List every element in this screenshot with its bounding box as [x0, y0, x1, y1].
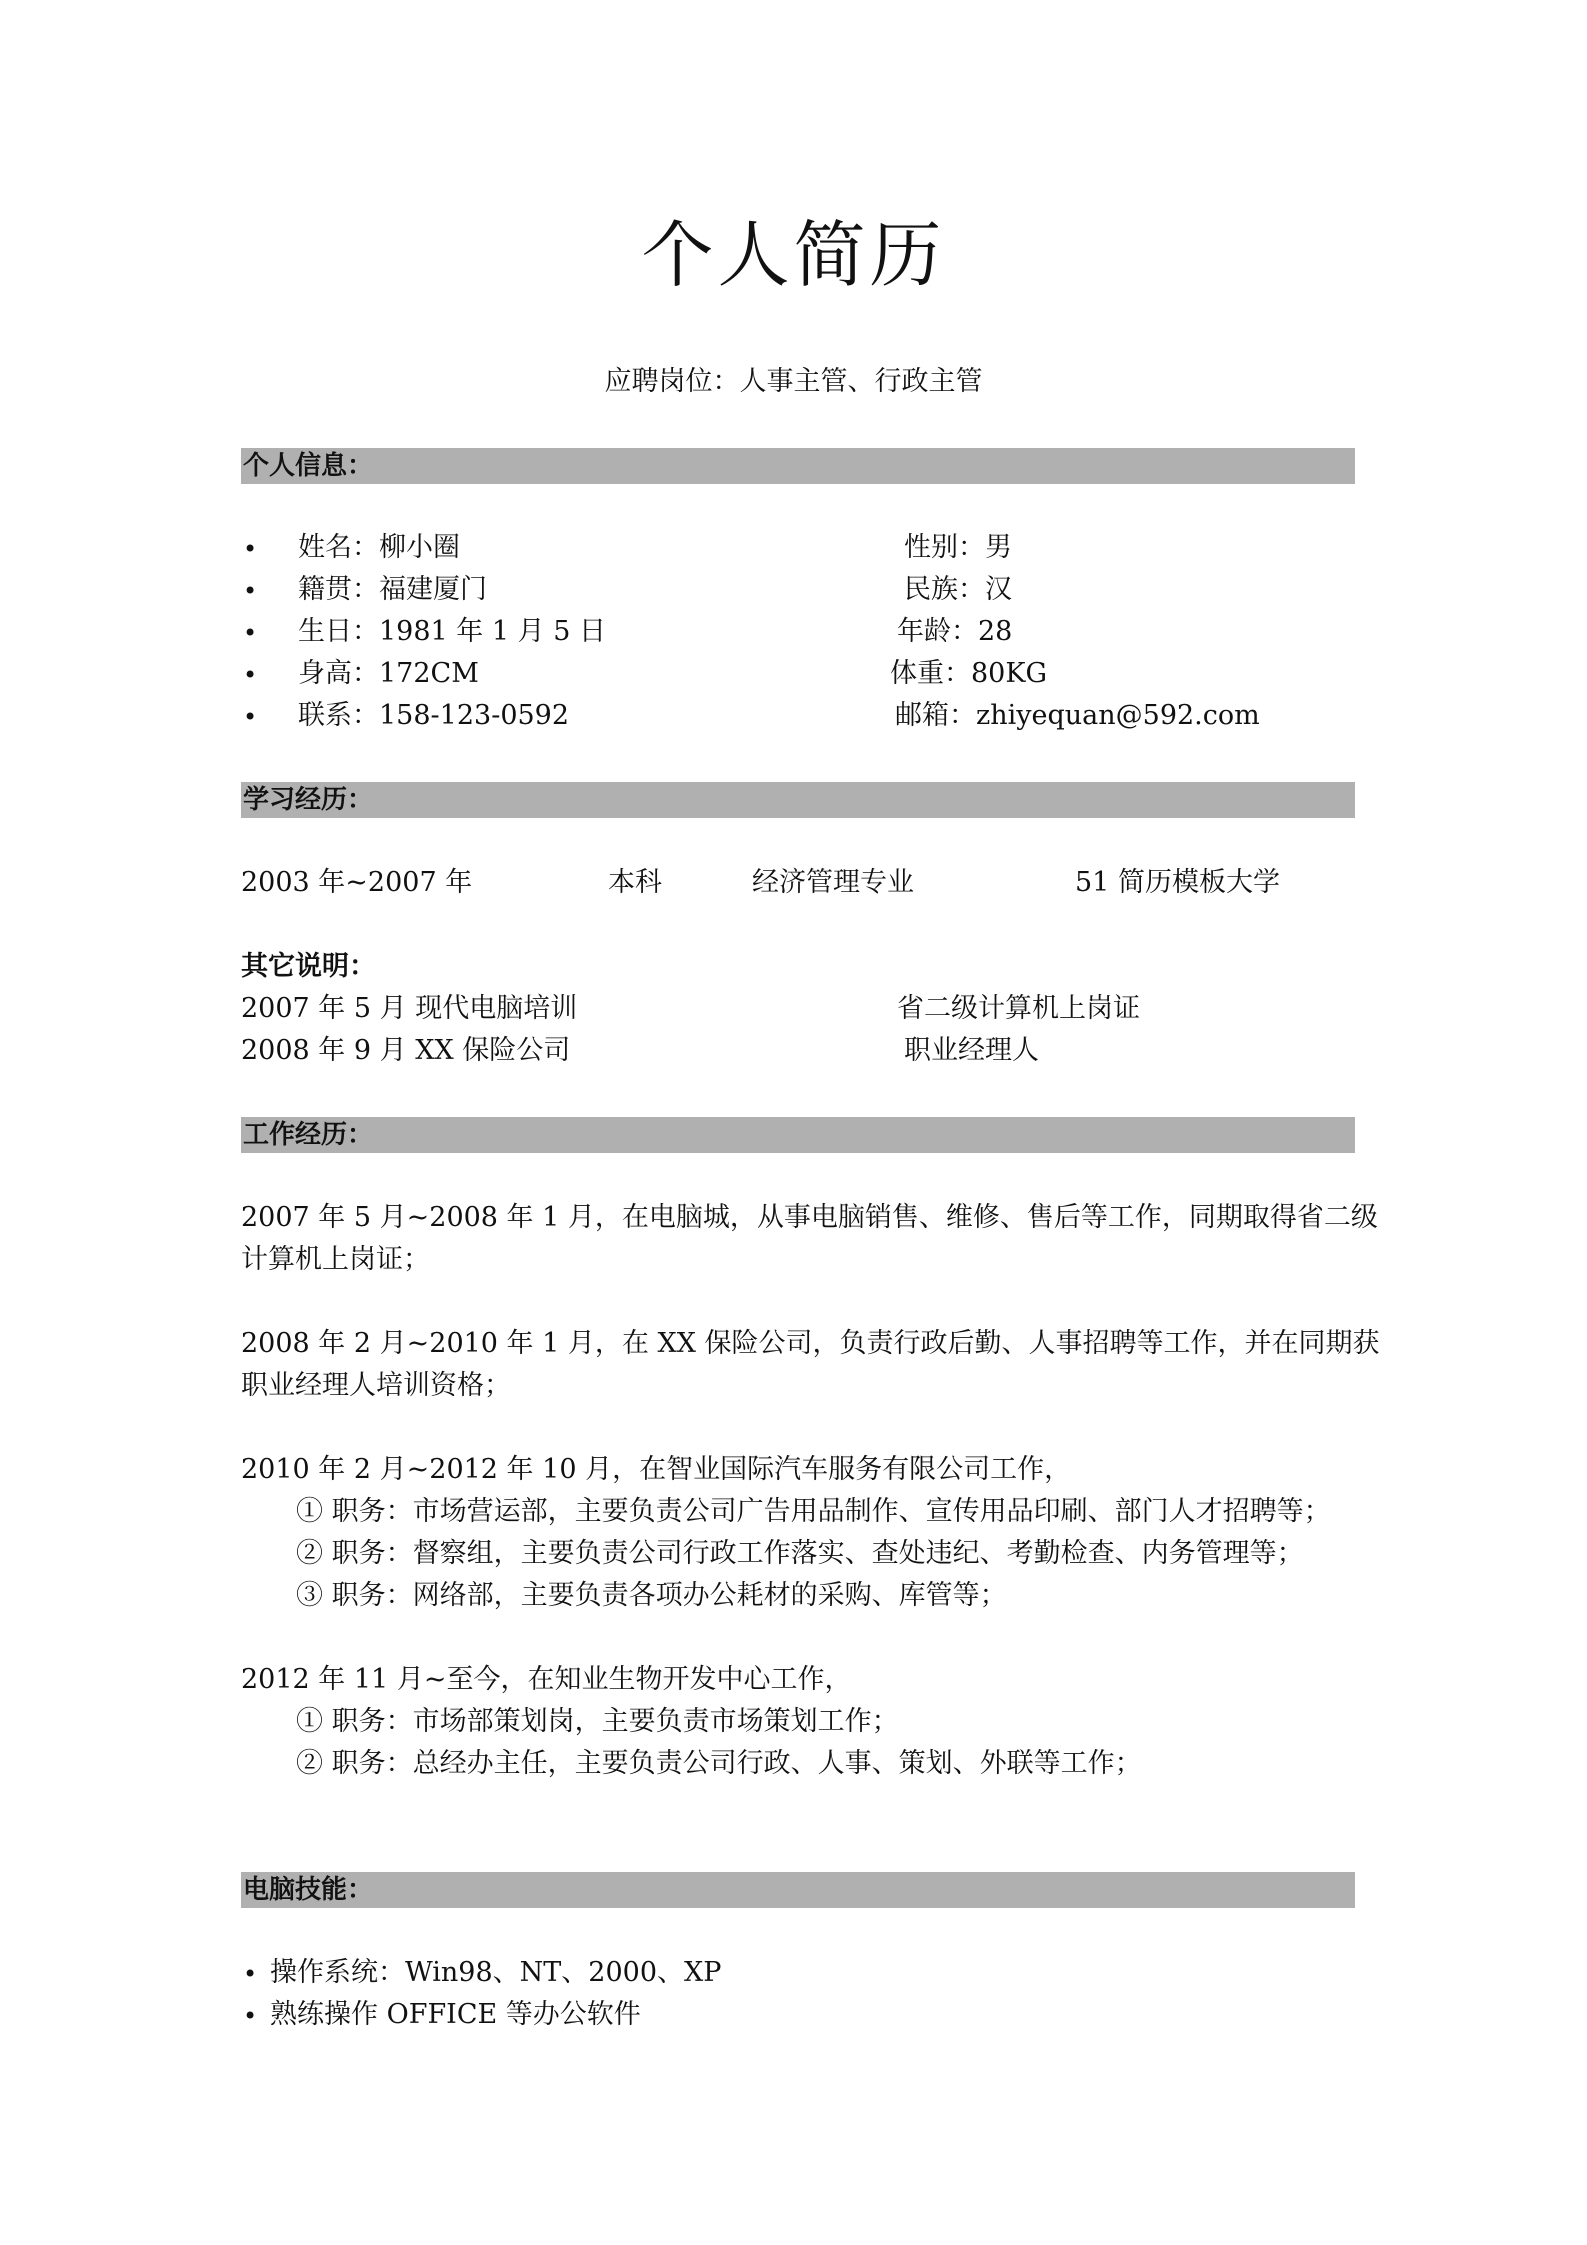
bullet-icon: • — [243, 577, 258, 605]
education-major: 经济管理专业 — [752, 867, 914, 898]
page-title: 个人简历 — [641, 213, 946, 297]
note-item-left: 2008 年 9 月 XX 保险公司 — [241, 1035, 571, 1066]
info-hometown: 籍贯：福建厦门 — [298, 574, 487, 605]
bullet-icon: • — [243, 2002, 258, 2030]
bullet-icon: • — [243, 535, 258, 563]
work-entry-4-line: 2012 年 11 月~至今，在知业生物开发中心工作， — [241, 1664, 852, 1695]
info-weight: 体重：80KG — [890, 658, 1048, 689]
info-gender: 性别：男 — [904, 532, 1012, 563]
section-header-work — [241, 1117, 1355, 1153]
education-period: 2003 年~2007 年 — [241, 867, 473, 898]
info-height: 身高：172CM — [298, 658, 479, 689]
work-entry-2-line: 2008 年 2 月~2010 年 1 月，在 XX 保险公司，负责行政后勤、人事招聘等工作，并在同期获 — [241, 1328, 1380, 1359]
position-applied: 应聘岗位：人事主管、行政主管 — [604, 366, 983, 397]
note-item-right: 职业经理人 — [904, 1035, 1039, 1066]
bullet-icon: • — [243, 1960, 258, 1988]
bullet-icon: • — [243, 661, 258, 689]
other-notes-heading: 其它说明： — [241, 951, 376, 982]
work-duty-item: ② 职务：总经办主任，主要负责公司行政、人事、策划、外联等工作； — [296, 1748, 1142, 1779]
skill-item: 操作系统：Win98、NT、2000、XP — [270, 1957, 722, 1988]
info-ethnicity: 民族：汉 — [904, 574, 1012, 605]
section-title: 工作经历： — [243, 1120, 374, 1150]
work-entry-1-line: 2007 年 5 月~2008 年 1 月，在电脑城，从事电脑销售、维修、售后等工作，同期取得省二级 — [241, 1202, 1378, 1233]
section-title: 电脑技能： — [243, 1875, 374, 1905]
note-item-right: 省二级计算机上岗证 — [897, 993, 1140, 1024]
info-email: 邮箱：zhiyequan@592.com — [895, 700, 1260, 731]
work-entry-1-line: 计算机上岗证； — [241, 1244, 430, 1275]
section-title: 学习经历： — [243, 785, 374, 815]
section-title: 个人信息： — [243, 451, 374, 481]
work-entry-3-line: 2010 年 2 月~2012 年 10 月，在智业国际汽车服务有限公司工作， — [241, 1454, 1072, 1485]
bullet-icon: • — [243, 619, 258, 647]
section-header-personal — [241, 448, 1355, 484]
section-header-education — [241, 782, 1355, 818]
info-phone: 联系：158-123-0592 — [298, 700, 570, 731]
info-birthday: 生日：1981 年 1 月 5 日 — [298, 616, 606, 647]
info-age: 年龄：28 — [897, 616, 1013, 647]
work-entry-2-line: 职业经理人培训资格； — [241, 1370, 511, 1401]
work-duty-item: ① 职务：市场部策划岗，主要负责市场策划工作； — [296, 1706, 899, 1737]
skill-item: 熟练操作 OFFICE 等办公软件 — [270, 1999, 641, 2030]
work-duty-item: ① 职务：市场营运部，主要负责公司广告用品制作、宣传用品印刷、部门人才招聘等； — [296, 1496, 1331, 1527]
work-duty-item: ③ 职务：网络部，主要负责各项办公耗材的采购、库管等； — [296, 1580, 1007, 1611]
info-name: 姓名：柳小圈 — [298, 532, 460, 563]
education-school: 51 简历模板大学 — [1075, 867, 1280, 898]
bullet-icon: • — [243, 703, 258, 731]
work-duty-item: ② 职务：督察组，主要负责公司行政工作落实、查处违纪、考勤检查、内务管理等； — [296, 1538, 1304, 1569]
note-item-left: 2007 年 5 月 现代电脑培训 — [241, 993, 578, 1024]
education-degree: 本科 — [608, 867, 662, 898]
section-header-computer — [241, 1872, 1355, 1908]
